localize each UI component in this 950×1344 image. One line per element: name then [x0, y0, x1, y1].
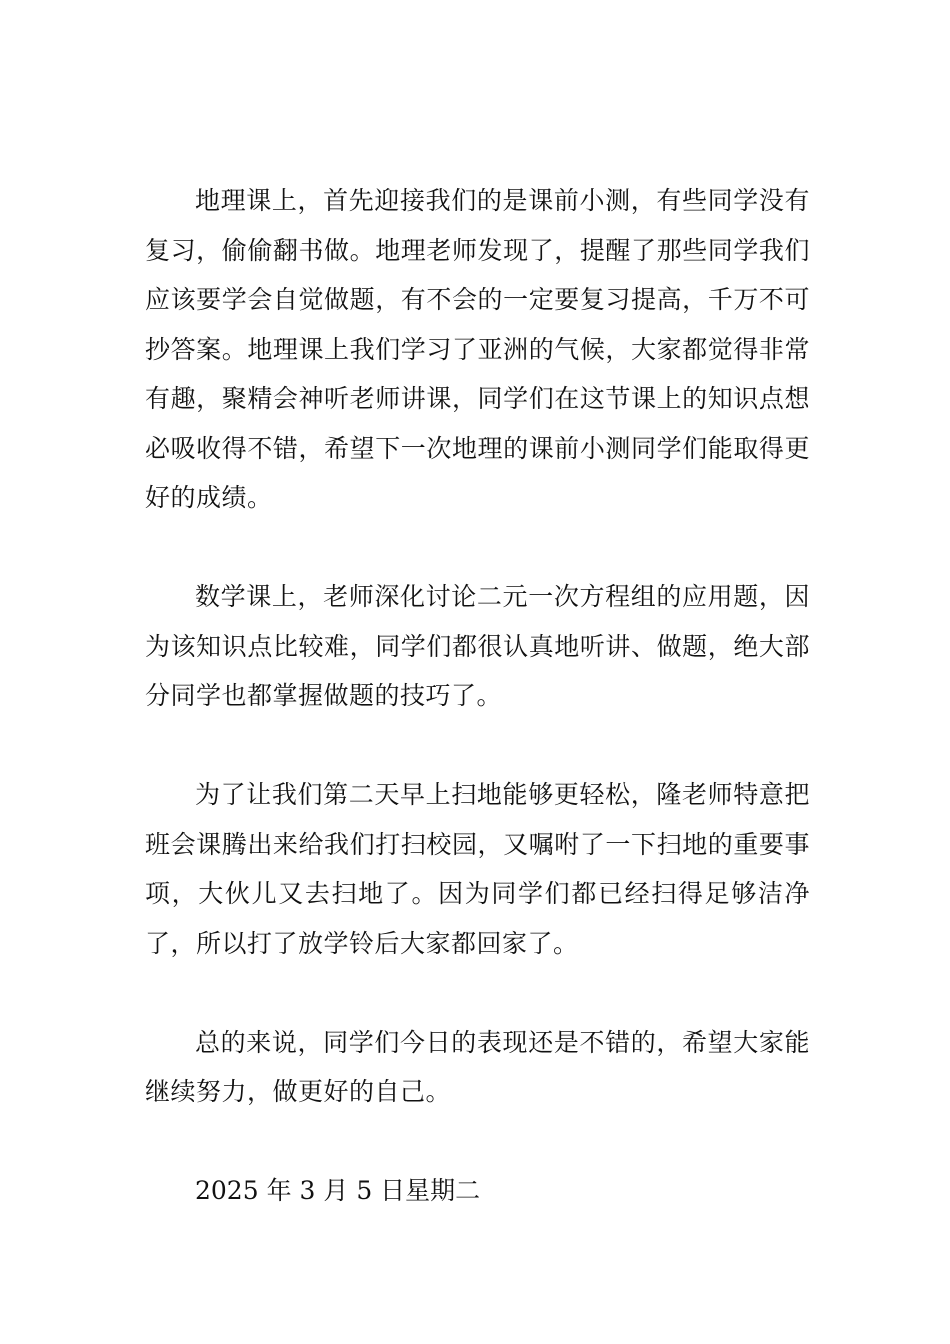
- paragraph-geography: 地理课上，首先迎接我们的是课前小测，有些同学没有复习，偷偷翻书做。地理老师发现了，提醒了那些同学我们应该要学会自觉做题，有不会的一定要复习提高，千万不可抄答案。地理课上我们学习了亚洲的气候，大家都觉得非常有趣，聚精会神听老师讲课，同学们在这节课上的知识点想必吸收得不错，希望下一次地理的课前小测同学们能取得更好的成绩。: [145, 186, 810, 512]
- paragraph-summary: 总的来说，同学们今日的表现还是不错的，希望大家能继续努力，做更好的自己。: [145, 1027, 810, 1106]
- document-body: [145, 176, 810, 1265]
- document-date: 2025 年 3 月 5 日星期二: [195, 1176, 481, 1205]
- paragraph-cleaning: 为了让我们第二天早上扫地能够更轻松，隆老师特意把班会课腾出来给我们打扫校园，又嘱咐了一下扫地的重要事项，大伙儿又去扫地了。因为同学们都已经扫得足够洁净了，所以打了放学铃后大家都回家了。: [145, 780, 810, 958]
- paragraph-math: 数学课上，老师深化讨论二元一次方程组的应用题，因为该知识点比较难，同学们都很认真地听讲、做题，绝大部分同学也都掌握做题的技巧了。: [145, 582, 810, 710]
